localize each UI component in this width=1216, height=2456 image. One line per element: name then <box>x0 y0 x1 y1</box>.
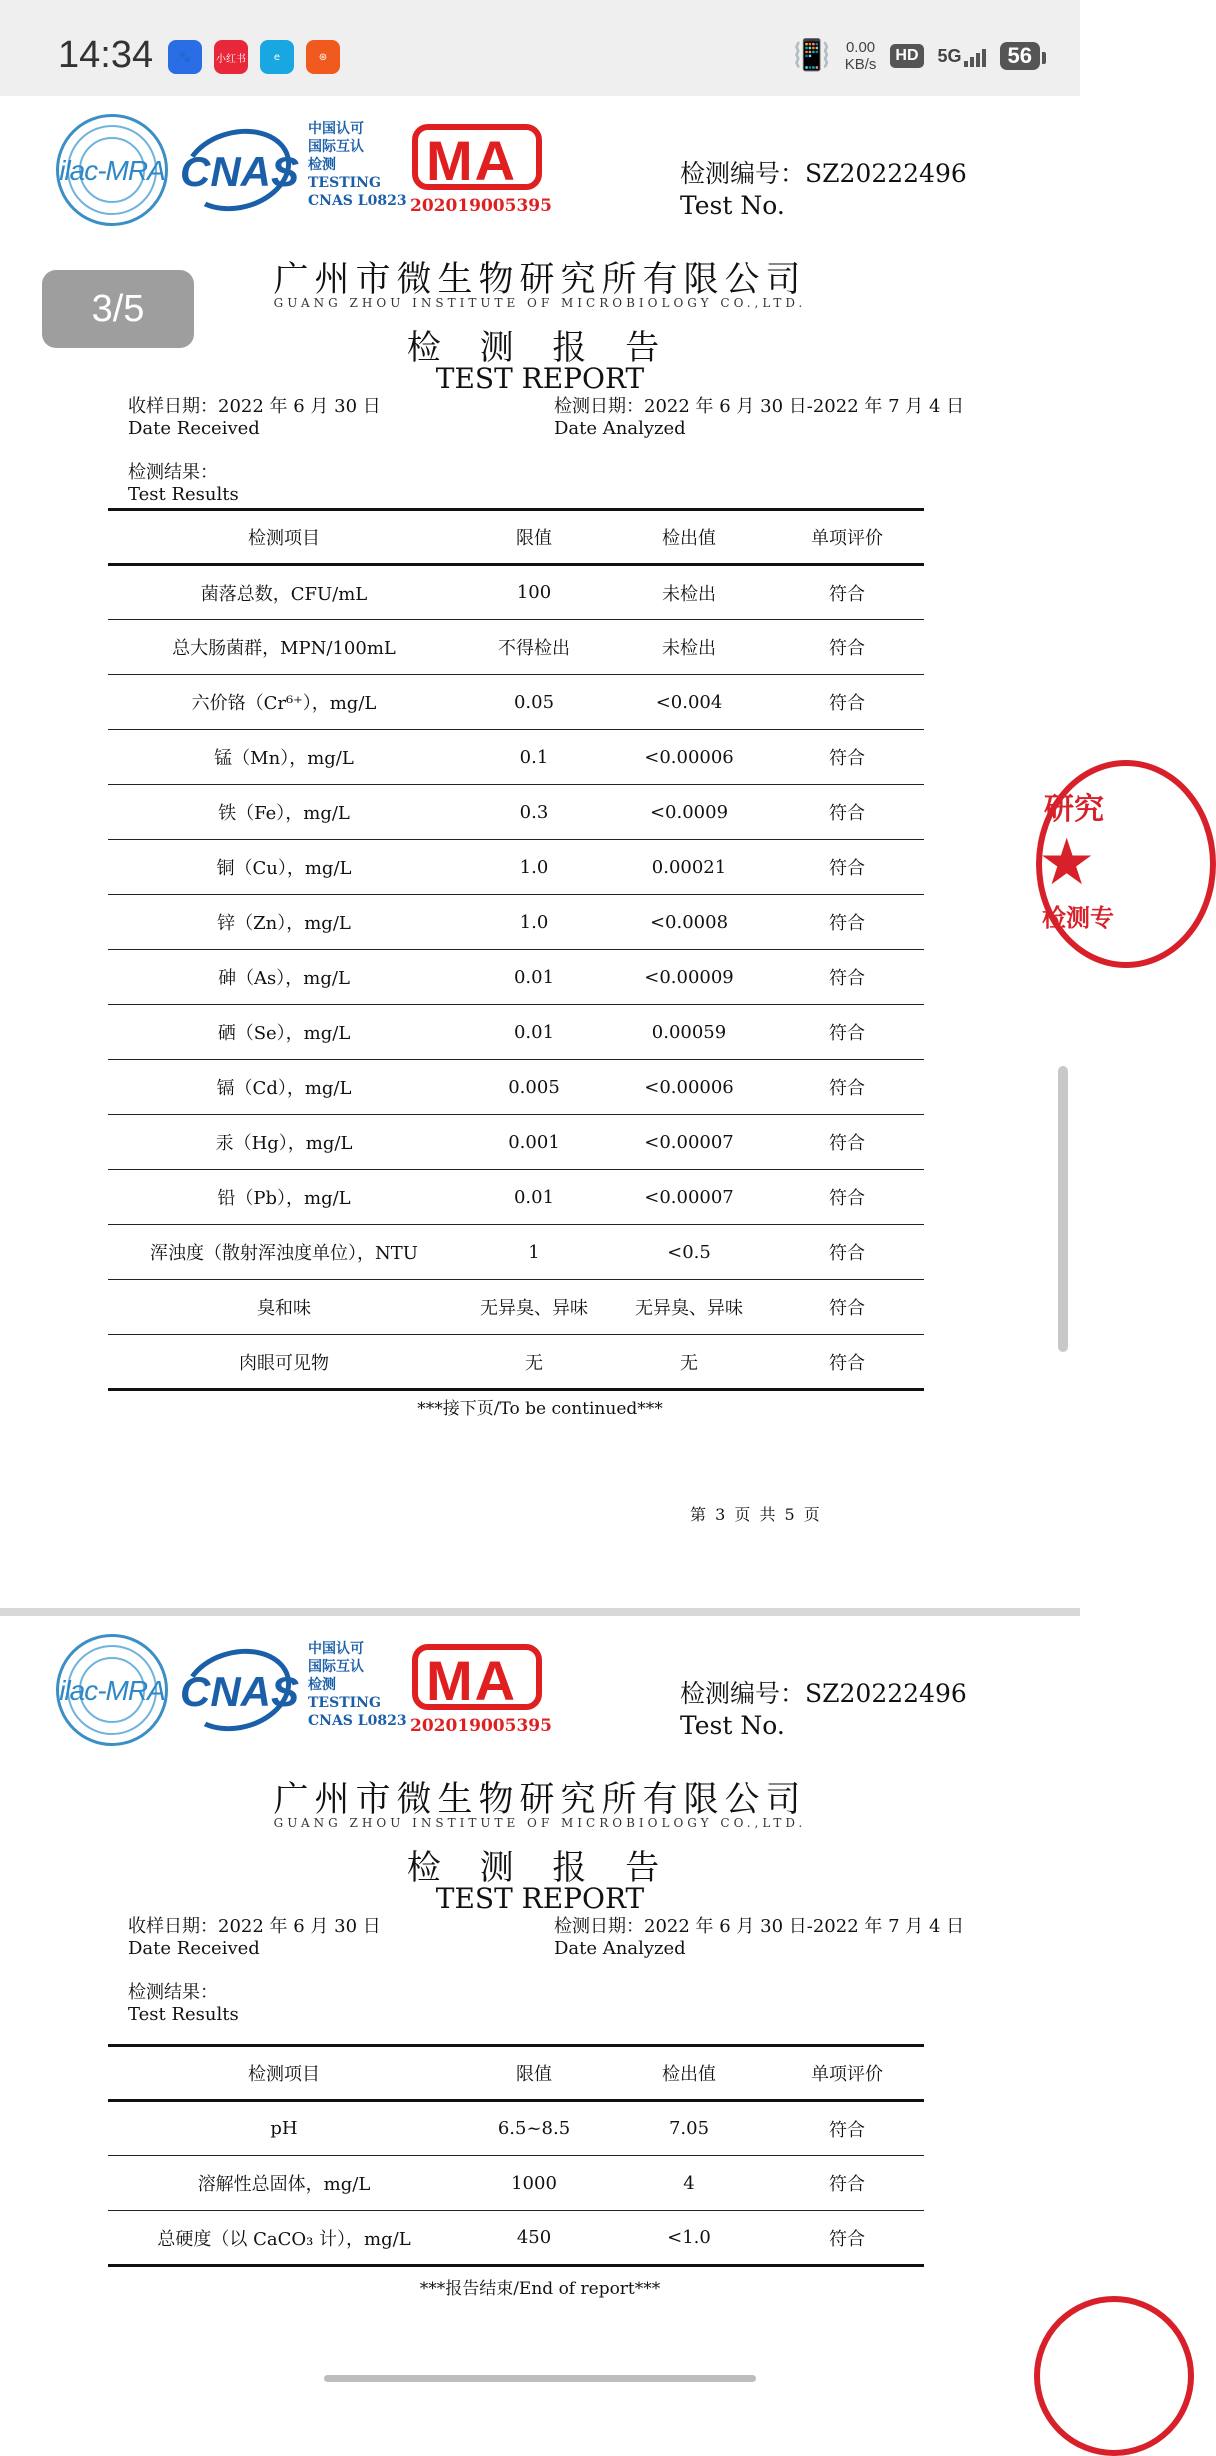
value-cell: 0.00021 <box>608 840 770 895</box>
limit-cell: 1.0 <box>460 840 608 895</box>
table-row <box>108 895 924 950</box>
item-cell: 锌（Zn），mg/L <box>108 895 460 950</box>
item-cell: pH <box>108 2101 460 2156</box>
limit-cell: 1000 <box>460 2156 608 2211</box>
report-title: 检 测 报 告 <box>406 328 674 368</box>
company-name: 广州市微生物研究所有限公司 <box>273 260 807 300</box>
limit-cell: 1.0 <box>460 895 608 950</box>
date-received: 收样日期：2022 年 6 月 30 日 Date Received <box>128 1916 381 1959</box>
ecloud-app-icon: e <box>260 40 294 74</box>
seal-star-icon: ★ <box>1038 826 1096 900</box>
item-cell: 镉（Cd），mg/L <box>108 1060 460 1115</box>
evaluation-cell: 符合 <box>770 1170 924 1225</box>
cma-number: 202019005395 <box>410 196 552 216</box>
xiaohongshu-app-icon: 小红书 <box>214 40 248 74</box>
table-row <box>108 2211 924 2266</box>
value-cell: 4 <box>608 2156 770 2211</box>
date-analyzed: 检测日期：2022 年 6 月 30 日-2022 年 7 月 4 日 Date Analyzed <box>554 396 965 439</box>
item-cell: 溶解性总固体，mg/L <box>108 2156 460 2211</box>
value-cell: <0.00009 <box>608 950 770 1005</box>
report-title-en: TEST REPORT <box>435 362 645 395</box>
page-divider <box>0 1608 1080 1616</box>
evaluation-cell: 符合 <box>770 1280 924 1335</box>
test-number: 检测编号：SZ20222496 Test No. <box>680 159 967 220</box>
hd-badge: HD <box>890 44 923 68</box>
table-row <box>108 2101 924 2156</box>
baidu-app-icon: 🐾 <box>168 40 202 74</box>
company-name: 广州市微生物研究所有限公司 <box>273 1780 807 1820</box>
table-header-row: 检测项目 限值 检出值 单项评价 <box>108 510 924 565</box>
table-row <box>108 730 924 785</box>
test-number: 检测编号：SZ20222496 Test No. <box>680 1679 967 1740</box>
limit-cell: 0.01 <box>460 1005 608 1060</box>
home-indicator[interactable] <box>324 2375 756 2382</box>
ilac-mra-logo: ilac-MRA <box>56 114 168 226</box>
limit-cell: 无 <box>460 1335 608 1390</box>
value-cell: <0.0009 <box>608 785 770 840</box>
value-cell: 7.05 <box>608 2101 770 2156</box>
company-name-en: GUANG ZHOU INSTITUTE OF MICROBIOLOGY CO.,LTD. <box>273 1816 807 1830</box>
item-cell: 铜（Cu），mg/L <box>108 840 460 895</box>
evaluation-cell: 符合 <box>770 2156 924 2211</box>
item-cell: 菌落总数，CFU/mL <box>108 565 460 620</box>
limit-cell: 0.01 <box>460 950 608 1005</box>
evaluation-cell: 符合 <box>770 730 924 785</box>
taobao-app-icon: ⊛ <box>306 40 340 74</box>
item-cell: 肉眼可见物 <box>108 1335 460 1390</box>
item-cell: 锰（Mn），mg/L <box>108 730 460 785</box>
notification-app-icons <box>168 40 340 74</box>
cma-logo: MA <box>412 124 542 212</box>
limit-cell: 0.05 <box>460 675 608 730</box>
table-row <box>108 1115 924 1170</box>
value-cell: <0.00007 <box>608 1115 770 1170</box>
table-row <box>108 1225 924 1280</box>
cma-logo: MA <box>412 1644 542 1732</box>
cnas-text: 中国认可 国际互认 检测 TESTING CNAS L0823 <box>308 1641 407 1729</box>
official-seal: 研究 ★ 检测专 <box>1036 760 1216 968</box>
evaluation-cell: 符合 <box>770 840 924 895</box>
item-cell: 浑浊度（散射浑浊度单位），NTU <box>108 1225 460 1280</box>
evaluation-cell: 符合 <box>770 675 924 730</box>
table-row <box>108 1170 924 1225</box>
network-speed: 0.00 KB/s <box>844 38 877 73</box>
limit-cell: 0.1 <box>460 730 608 785</box>
results-table <box>108 508 924 1391</box>
value-cell: 未检出 <box>608 620 770 675</box>
limit-cell: 不得检出 <box>460 620 608 675</box>
cnas-text: 中国认可 国际互认 检测 TESTING CNAS L0823 <box>308 121 407 209</box>
table-row <box>108 785 924 840</box>
table-row <box>108 1005 924 1060</box>
evaluation-cell: 符合 <box>770 895 924 950</box>
table-row <box>108 1335 924 1390</box>
value-cell: 无异臭、异味 <box>608 1280 770 1335</box>
date-received: 收样日期：2022 年 6 月 30 日 Date Received <box>128 396 381 439</box>
battery-icon: 56 <box>1000 42 1040 70</box>
table-row <box>108 950 924 1005</box>
limit-cell: 6.5~8.5 <box>460 2101 608 2156</box>
evaluation-cell: 符合 <box>770 785 924 840</box>
vibrate-icon: 📳 <box>793 39 831 72</box>
test-results-label: 检测结果： Test Results <box>128 462 239 505</box>
table-row <box>108 1280 924 1335</box>
evaluation-cell: 符合 <box>770 1335 924 1390</box>
evaluation-cell: 符合 <box>770 1005 924 1060</box>
limit-cell: 0.005 <box>460 1060 608 1115</box>
value-cell: <0.5 <box>608 1225 770 1280</box>
item-cell: 铁（Fe），mg/L <box>108 785 460 840</box>
evaluation-cell: 符合 <box>770 1060 924 1115</box>
limit-cell: 0.01 <box>460 1170 608 1225</box>
clock: 14:34 <box>58 34 154 76</box>
item-cell: 总硬度（以 CaCO₃ 计），mg/L <box>108 2211 460 2266</box>
continued-note: ***接下页/To be continued*** <box>417 1399 663 1419</box>
report-title: 检 测 报 告 <box>406 1848 674 1888</box>
official-seal-2 <box>1034 2296 1194 2456</box>
company-name-en: GUANG ZHOU INSTITUTE OF MICROBIOLOGY CO.,LTD. <box>273 296 807 310</box>
value-cell: <1.0 <box>608 2211 770 2266</box>
cma-number: 202019005395 <box>410 1716 552 1736</box>
scrollbar[interactable] <box>1058 1066 1068 1352</box>
status-bar <box>0 0 1080 96</box>
table-row <box>108 565 924 620</box>
limit-cell: 450 <box>460 2211 608 2266</box>
table-row <box>108 2156 924 2211</box>
value-cell: <0.00007 <box>608 1170 770 1225</box>
limit-cell: 0.3 <box>460 785 608 840</box>
value-cell: <0.00006 <box>608 730 770 785</box>
evaluation-cell: 符合 <box>770 1225 924 1280</box>
page-number: 第 3 页 共 5 页 <box>690 1505 822 1524</box>
test-results-label: 检测结果： Test Results <box>128 1982 239 2025</box>
cnas-logo: CNAS <box>178 1646 296 1734</box>
results-table <box>108 2044 924 2267</box>
limit-cell: 无异臭、异味 <box>460 1280 608 1335</box>
evaluation-cell: 符合 <box>770 620 924 675</box>
table-row <box>108 840 924 895</box>
item-cell: 总大肠菌群，MPN/100mL <box>108 620 460 675</box>
limit-cell: 100 <box>460 565 608 620</box>
system-indicators <box>793 38 1040 73</box>
limit-cell: 0.001 <box>460 1115 608 1170</box>
evaluation-cell: 符合 <box>770 2101 924 2156</box>
limit-cell: 1 <box>460 1225 608 1280</box>
report-page-4 <box>0 1616 1080 2388</box>
item-cell: 硒（Se），mg/L <box>108 1005 460 1060</box>
table-row <box>108 620 924 675</box>
value-cell: 0.00059 <box>608 1005 770 1060</box>
table-header-row: 检测项目 限值 检出值 单项评价 <box>108 2046 924 2101</box>
date-analyzed: 检测日期：2022 年 6 月 30 日-2022 年 7 月 4 日 Date Analyzed <box>554 1916 965 1959</box>
page-indicator: 3/5 <box>42 270 194 348</box>
value-cell: 未检出 <box>608 565 770 620</box>
value-cell: 无 <box>608 1335 770 1390</box>
table-row <box>108 1060 924 1115</box>
evaluation-cell: 符合 <box>770 2211 924 2266</box>
ilac-mra-logo: ilac-MRA <box>56 1634 168 1746</box>
evaluation-cell: 符合 <box>770 950 924 1005</box>
table-row <box>108 675 924 730</box>
item-cell: 臭和味 <box>108 1280 460 1335</box>
value-cell: <0.0008 <box>608 895 770 950</box>
cnas-logo: CNAS <box>178 126 296 214</box>
value-cell: <0.004 <box>608 675 770 730</box>
item-cell: 汞（Hg），mg/L <box>108 1115 460 1170</box>
signal-icon: 5G <box>938 45 986 67</box>
value-cell: <0.00006 <box>608 1060 770 1115</box>
end-of-report-note: ***报告结束/End of report*** <box>419 2279 661 2299</box>
item-cell: 砷（As），mg/L <box>108 950 460 1005</box>
evaluation-cell: 符合 <box>770 565 924 620</box>
item-cell: 六价铬（Cr⁶⁺），mg/L <box>108 675 460 730</box>
report-title-en: TEST REPORT <box>435 1882 645 1915</box>
item-cell: 铅（Pb），mg/L <box>108 1170 460 1225</box>
evaluation-cell: 符合 <box>770 1115 924 1170</box>
